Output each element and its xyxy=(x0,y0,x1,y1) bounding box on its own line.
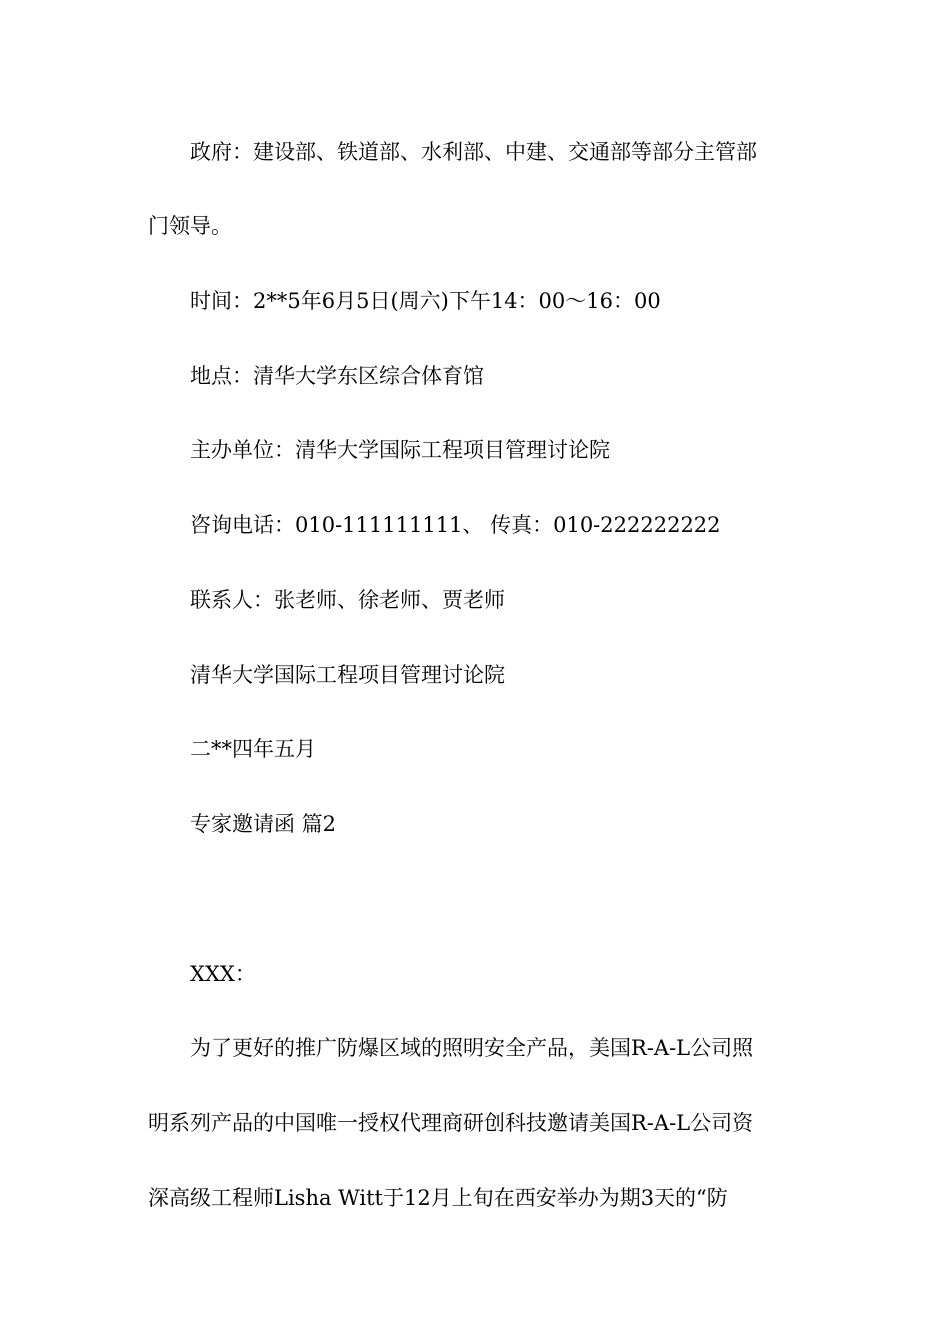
location-line: 地点：清华大学东区综合体育馆 xyxy=(190,364,484,388)
signature-date: 二**四年五月 xyxy=(190,737,316,761)
contact-phone-line: 咨询电话：010-111111111、 传真：010-222222222 xyxy=(190,513,721,537)
contact-person-line: 联系人：张老师、徐老师、贾老师 xyxy=(190,588,505,612)
time-line: 时间：2**5年6月5日(周六)下午14：00～16：00 xyxy=(190,289,661,313)
organizer-line: 主办单位：清华大学国际工程项目管理讨论院 xyxy=(190,438,610,462)
salutation: XXX： xyxy=(190,962,256,986)
section-title: 专家邀请函 篇2 xyxy=(190,812,337,836)
signature-org: 清华大学国际工程项目管理讨论院 xyxy=(190,663,505,687)
paragraph-line: 为了更好的推广防爆区域的照明安全产品，美国R-A-L公司照 xyxy=(190,1036,754,1060)
paragraph-line: 门领导。 xyxy=(148,214,232,238)
paragraph-line: 政府：建设部、铁道部、水利部、中建、交通部等部分主管部 xyxy=(190,140,757,164)
paragraph-line: 深高级工程师Lisha Witt于12月上旬在西安举办为期3天的“防 xyxy=(148,1186,728,1210)
paragraph-line: 明系列产品的中国唯一授权代理商研创科技邀请美国R-A-L公司资 xyxy=(148,1111,754,1135)
